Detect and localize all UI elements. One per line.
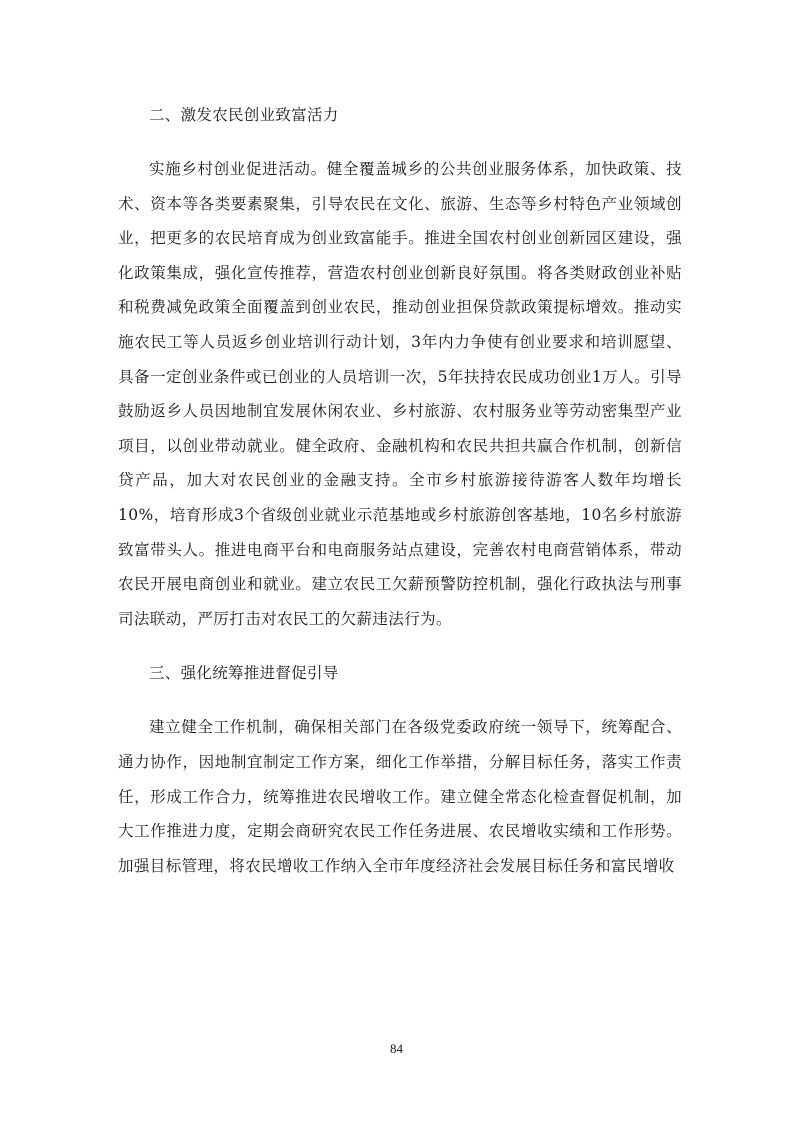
section-heading-3: 三、强化统筹推进督促引导 bbox=[149, 664, 339, 683]
section-paragraph-3: 建立健全工作机制，确保相关部门在各级党委政府统一领导下，统筹配合、通力协作，因地制宜制定工作方案，细化工作举措，分解目标任务，落实工作责任，形成工作合力，统筹推进农民增收工作。建立健全常态化检查督促机制，加大工作推进力度，定期会商研究农民工作任务进展、农民增收实绩和工作形势。加强目标管理，将农民增收工作纳入全市年度经济社会发展目标任务和富民增收 bbox=[118, 718, 682, 875]
section-heading-2: 二、激发农民创业致富活力 bbox=[149, 106, 339, 124]
page-content bbox=[118, 98, 682, 903]
section-paragraph-2: 实施乡村创业促进活动。健全覆盖城乡的公共创业服务体系，加快政策、技术、资本等各类要素聚集，引导农民在文化、旅游、生态等乡村特色产业领域创业，把更多的农民培育成为创业致富能手。推进全国农村创业创新园区建设，强化政策集成，强化宣传推荐，营造农村创业创新良好氛围。将各类财政创业补贴和税费减免政策全面覆盖到创业农民，推动创业担保贷款政策提标增效。推动实施农民工等人员返乡创业培训行动计划，3年内力争使有创业要求和培训愿望、具备一定创业条件或已创业的人员培训一次，5年扶持农民成功创业1万人。引导鼓励返乡人员因地制宜发展休闲农业、乡村旅游、农村服务业等劳动密集型产业项目，以创业带动就业。健全政府、金融机构和农民共担共赢合作机制，创新信贷产品，加大对农民创业的金融支持。全市乡村旅游接待游客人数年均增长10%，培育形成3个省级创业就业示范基地或乡村旅游创客基地，10名乡村旅游致富带头人。推进电商平台和电商服务站点建设，完善农村电商营销体系，带动农民开展电商创业和就业。建立农民工欠薪预警防控机制，强化行政执法与刑事司法联动，严厉打击对农民工的欠薪违法行为。 bbox=[118, 160, 682, 628]
page-number: 84 bbox=[390, 1041, 403, 1056]
